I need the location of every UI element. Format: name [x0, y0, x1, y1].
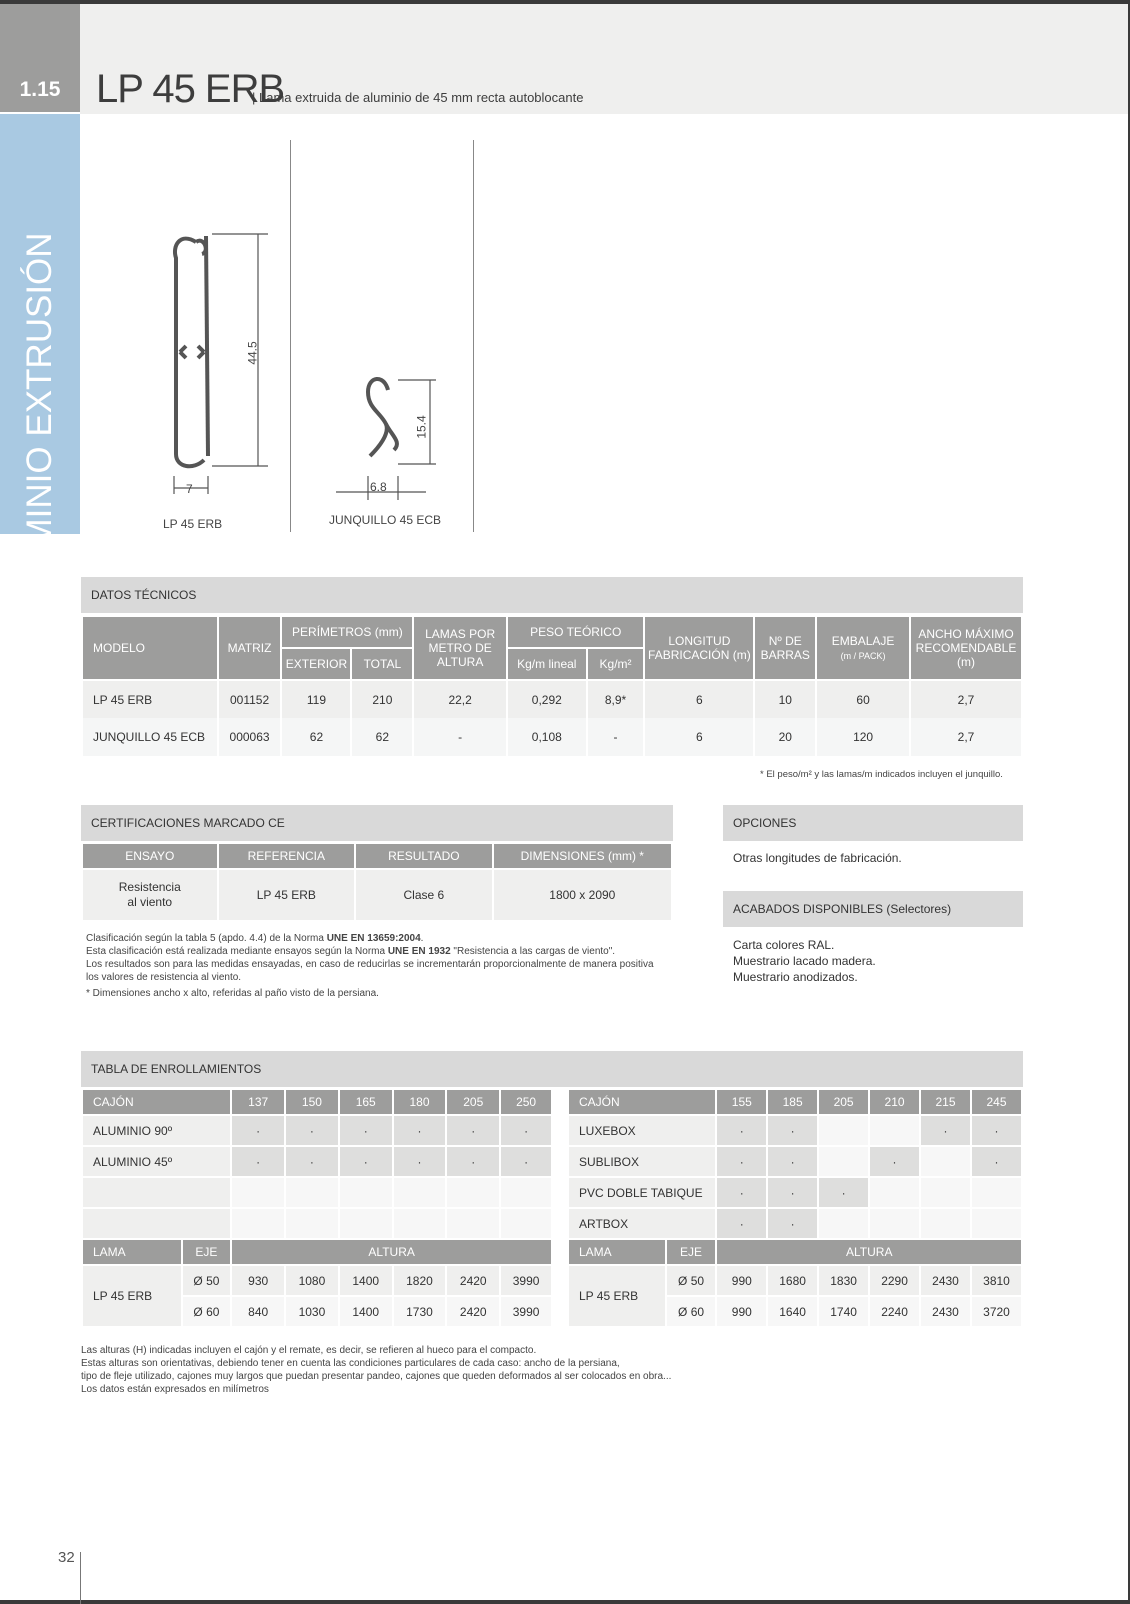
table-row: [82, 718, 1022, 756]
cell: [920, 1208, 971, 1239]
table-row: [82, 1265, 552, 1296]
cell: 990: [716, 1265, 767, 1296]
note-line: * Dimensiones ancho x alto, referidas al paño visto de la persiana.: [86, 988, 379, 999]
cell: ·: [971, 1115, 1022, 1146]
note-line: Las alturas (H) indicadas incluyen el cajón y el remate, es decir, se refieren al hueco para el compacto.: [81, 1345, 537, 1356]
cell: 2420: [446, 1265, 500, 1296]
cell: ·: [393, 1115, 447, 1146]
col-dimensiones: DIMENSIONES (mm) *: [493, 843, 672, 869]
table-row: [568, 1115, 1022, 1146]
lama-name: LP 45 ERB: [82, 1265, 182, 1327]
cell: 20: [754, 718, 816, 756]
cell: [500, 1177, 552, 1208]
cajon-name: LUXEBOX: [568, 1115, 716, 1146]
cell: 22,2: [413, 680, 507, 718]
junquillo-width-dimension: 6.8: [370, 480, 387, 494]
note-line: Estas alturas son orientativas, debiendo tener en cuenta las condiciones particulares de cada caso: ancho de la persiana,: [81, 1358, 620, 1369]
cell: 10: [754, 680, 816, 718]
cell: ·: [716, 1146, 767, 1177]
cell: ·: [920, 1115, 971, 1146]
cell: [231, 1177, 285, 1208]
dimensiones-cell: 1800 x 2090: [493, 869, 672, 921]
cell: 2240: [869, 1296, 920, 1327]
cell: ·: [716, 1177, 767, 1208]
col-header: 245: [971, 1089, 1022, 1115]
certificaciones-heading: CERTIFICACIONES MARCADO CE: [81, 805, 673, 841]
cell: [231, 1208, 285, 1239]
norma-ref: UNE EN 13659:2004: [326, 933, 421, 944]
cell: ·: [767, 1208, 818, 1239]
col-header: 150: [285, 1089, 339, 1115]
cell: 1740: [818, 1296, 869, 1327]
section-number: 1.15: [19, 78, 61, 101]
cell: -: [587, 718, 645, 756]
lp45-profile-label: LP 45 ERB: [163, 517, 223, 531]
eje-header: EJE: [666, 1239, 717, 1265]
cell: 990: [716, 1296, 767, 1327]
col-kgm2: Kg/m²: [587, 648, 645, 680]
cajon-name: ALUMINIO 90º: [82, 1115, 231, 1146]
note-line: Los resultados son para las medidas ensayadas, en caso de reducirlas se incrementarán proporcionalmente de manera positiva: [86, 959, 654, 970]
note-line: los valores de resistencia al viento.: [86, 972, 242, 983]
ensayo-line2: al viento: [127, 895, 173, 909]
col-header: 155: [716, 1089, 767, 1115]
col-embalaje-label: EMBALAJE: [831, 633, 895, 648]
lp45-profile-shape: [175, 236, 208, 466]
eje-cell: Ø 60: [182, 1296, 232, 1327]
cell: [446, 1208, 500, 1239]
col-kgml: Kg/m lineal: [507, 648, 587, 680]
cell: 3990: [500, 1296, 552, 1327]
cell: [869, 1115, 920, 1146]
ensayo-line1: Resistencia: [118, 880, 181, 894]
col-header: 180: [393, 1089, 447, 1115]
eje-header: EJE: [182, 1239, 232, 1265]
col-embalaje-sub: (m / PACK): [840, 650, 886, 661]
col-header: 185: [767, 1089, 818, 1115]
cell: ·: [446, 1146, 500, 1177]
cell: 1640: [767, 1296, 818, 1327]
junquillo-height-dimension: 15.4: [414, 415, 429, 439]
cell: 8,9*: [587, 680, 645, 718]
altura-header: ALTURA: [716, 1239, 1022, 1265]
datos-tecnicos-heading: DATOS TÉCNICOS: [81, 577, 1023, 613]
cell: 1680: [767, 1265, 818, 1296]
cajon-header: CAJÓN: [82, 1089, 231, 1115]
cell: 2420: [446, 1296, 500, 1327]
note-text: "Resistencia a las cargas de viento".: [450, 946, 616, 957]
page-number-rule: [80, 1552, 81, 1604]
junquillo-profile-shape: [368, 379, 397, 456]
acabados-list: [733, 937, 876, 985]
lama-header: LAMA: [568, 1239, 666, 1265]
cell: ·: [767, 1177, 818, 1208]
cell: 119: [281, 680, 351, 718]
col-total: TOTAL: [351, 648, 413, 680]
cell: 6: [644, 680, 754, 718]
col-referencia: REFERENCIA: [218, 843, 356, 869]
cell: ·: [231, 1115, 285, 1146]
cell: ·: [231, 1146, 285, 1177]
cell: 3810: [971, 1265, 1022, 1296]
side-category-label: ALUMINIO EXTRUSIÓN: [20, 232, 59, 616]
cell: 1400: [339, 1296, 393, 1327]
col-header: 205: [446, 1089, 500, 1115]
cell: [818, 1115, 869, 1146]
cell: 2,7: [910, 680, 1022, 718]
lp45-height-dimension: 44.5: [245, 341, 260, 365]
note-line: [86, 945, 686, 958]
col-header: 210: [869, 1089, 920, 1115]
cell: LP 45 ERB: [82, 680, 218, 718]
cell: [869, 1208, 920, 1239]
cell: ·: [393, 1146, 447, 1177]
cell: [339, 1177, 393, 1208]
cajon-name: SUBLIBOX: [568, 1146, 716, 1177]
cell: ·: [767, 1115, 818, 1146]
cell: 001152: [218, 680, 282, 718]
col-barras: Nº DE BARRAS: [754, 616, 816, 680]
cell: [285, 1177, 339, 1208]
cell: ·: [767, 1146, 818, 1177]
table-row: [568, 1265, 1022, 1296]
cell: ·: [339, 1146, 393, 1177]
catalog-page: [0, 4, 1128, 1600]
cell: ·: [869, 1146, 920, 1177]
cell: 000063: [218, 718, 282, 756]
enrollamientos-notes: [81, 1344, 781, 1396]
cell: 2430: [920, 1296, 971, 1327]
cell: 3990: [500, 1265, 552, 1296]
cell: [920, 1146, 971, 1177]
cell: ·: [716, 1208, 767, 1239]
cell: [393, 1208, 447, 1239]
ensayo-cell: [82, 869, 218, 921]
col-lamas: LAMAS POR METRO DE ALTURA: [413, 616, 507, 680]
cell: [82, 1208, 231, 1239]
cell: 62: [281, 718, 351, 756]
cell: 2290: [869, 1265, 920, 1296]
enrollamientos-left-table: [81, 1088, 553, 1328]
cell: [818, 1146, 869, 1177]
note-text: Clasificación según la tabla 5 (apdo. 4.4) de la Norma: [86, 933, 327, 944]
opciones-text: Otras longitudes de fabricación.: [733, 851, 902, 865]
cell: 60: [816, 680, 910, 718]
opciones-heading: OPCIONES: [723, 805, 1023, 841]
acabados-heading: ACABADOS DISPONIBLES (Selectores): [723, 891, 1023, 927]
cell: 1820: [393, 1265, 447, 1296]
cell: 2,7: [910, 718, 1022, 756]
cell: ·: [446, 1115, 500, 1146]
cell: 1030: [285, 1296, 339, 1327]
cell: ·: [500, 1115, 552, 1146]
cell: [869, 1177, 920, 1208]
datos-tecnicos-table: [81, 615, 1023, 756]
enrollamientos-heading: TABLA DE ENROLLAMIENTOS: [81, 1051, 1023, 1087]
cell: 3720: [971, 1296, 1022, 1327]
norma-ref: UNE EN 1932: [387, 946, 451, 957]
table-row-empty: [82, 1177, 552, 1208]
cell: [971, 1177, 1022, 1208]
cell: 1400: [339, 1265, 393, 1296]
cell: 0,108: [507, 718, 587, 756]
col-header: 215: [920, 1089, 971, 1115]
col-resultado: RESULTADO: [355, 843, 493, 869]
cell: [393, 1177, 447, 1208]
enrollamientos-right-table: [567, 1088, 1023, 1328]
col-header: 250: [500, 1089, 552, 1115]
cell: [285, 1208, 339, 1239]
junquillo-profile-label: JUNQUILLO 45 ECB: [329, 513, 442, 527]
lama-header: LAMA: [82, 1239, 182, 1265]
lama-name: LP 45 ERB: [568, 1265, 666, 1327]
resultado-cell: Clase 6: [355, 869, 493, 921]
col-modelo: MODELO: [82, 616, 218, 680]
lp45-width-dimension: 7: [186, 482, 193, 496]
datos-footnote: * El peso/m² y las lamas/m indicados incluyen el junquillo.: [760, 769, 1003, 780]
cell: 1730: [393, 1296, 447, 1327]
cell: 62: [351, 718, 413, 756]
col-header: 165: [339, 1089, 393, 1115]
cell: 2430: [920, 1265, 971, 1296]
note-line: Los datos están expresados en milímetros: [81, 1384, 269, 1395]
cell: [339, 1208, 393, 1239]
page-title: LP 45 ERB: [96, 67, 285, 111]
cell: ·: [285, 1115, 339, 1146]
table-row: [568, 1177, 1022, 1208]
cajon-header: CAJÓN: [568, 1089, 716, 1115]
note-line: [86, 932, 686, 945]
cell: ·: [716, 1115, 767, 1146]
col-matriz: MATRIZ: [218, 616, 282, 680]
diagram-divider-2: [473, 140, 474, 532]
section-number-box: [0, 4, 80, 112]
cell: [818, 1208, 869, 1239]
cell: ·: [971, 1146, 1022, 1177]
eje-cell: Ø 60: [666, 1296, 717, 1327]
table-row: [568, 1146, 1022, 1177]
col-peso: PESO TEÓRICO: [507, 616, 645, 648]
table-row-empty: [82, 1208, 552, 1239]
altura-header: ALTURA: [231, 1239, 552, 1265]
eje-cell: Ø 50: [666, 1265, 717, 1296]
col-header: 137: [231, 1089, 285, 1115]
cell: 1080: [285, 1265, 339, 1296]
note-text: Esta clasificación está realizada mediante ensayos según la Norma: [86, 946, 388, 957]
cell: ·: [818, 1177, 869, 1208]
cell: -: [413, 718, 507, 756]
cajon-name: PVC DOBLE TABIQUE: [568, 1177, 716, 1208]
cell: ·: [500, 1146, 552, 1177]
col-perimetros: PERÍMETROS (mm): [281, 616, 413, 648]
note-line: tipo de fleje utilizado, cajones muy largos que puedan presentar pandeo, cajones que queden deformados al ser colocados en obra...: [81, 1371, 672, 1382]
side-category-tab: [0, 114, 80, 616]
col-exterior: EXTERIOR: [281, 648, 351, 680]
cajon-name: ARTBOX: [568, 1208, 716, 1239]
cell: 930: [231, 1265, 285, 1296]
cell: 1830: [818, 1265, 869, 1296]
cajon-name: ALUMINIO 45º: [82, 1146, 231, 1177]
table-row: [82, 869, 672, 921]
table-row: [82, 1146, 552, 1177]
cell: 120: [816, 718, 910, 756]
cell: 840: [231, 1296, 285, 1327]
col-ensayo: ENSAYO: [82, 843, 218, 869]
cell: [82, 1177, 231, 1208]
col-ancho: ANCHO MÁXIMO RECOMENDABLE (m): [910, 616, 1022, 680]
col-longitud: LONGITUD FABRICACIÓN (m): [644, 616, 754, 680]
cell: [920, 1177, 971, 1208]
cell: ·: [285, 1146, 339, 1177]
referencia-cell: LP 45 ERB: [218, 869, 356, 921]
cell: [500, 1208, 552, 1239]
cell: [971, 1208, 1022, 1239]
col-embalaje: [816, 616, 910, 680]
certificaciones-notes: [86, 932, 686, 1000]
acabado-item: Muestrario lacado madera.: [733, 954, 876, 968]
cell: ·: [339, 1115, 393, 1146]
page-subtitle: | Lama extruida de aluminio de 45 mm recta autoblocante: [252, 90, 584, 105]
acabado-item: Muestrario anodizados.: [733, 970, 858, 984]
eje-cell: Ø 50: [182, 1265, 232, 1296]
col-header: 205: [818, 1089, 869, 1115]
cell: 210: [351, 680, 413, 718]
note-text: .: [420, 933, 424, 944]
cell: JUNQUILLO 45 ECB: [82, 718, 218, 756]
table-row: [82, 680, 1022, 718]
acabado-item: Carta colores RAL.: [733, 938, 835, 952]
table-row: [82, 1115, 552, 1146]
page-number: 32: [58, 1549, 75, 1566]
cell: [446, 1177, 500, 1208]
cell: 0,292: [507, 680, 587, 718]
cell: 6: [644, 718, 754, 756]
table-row: [568, 1208, 1022, 1239]
certificaciones-table: [81, 842, 673, 922]
